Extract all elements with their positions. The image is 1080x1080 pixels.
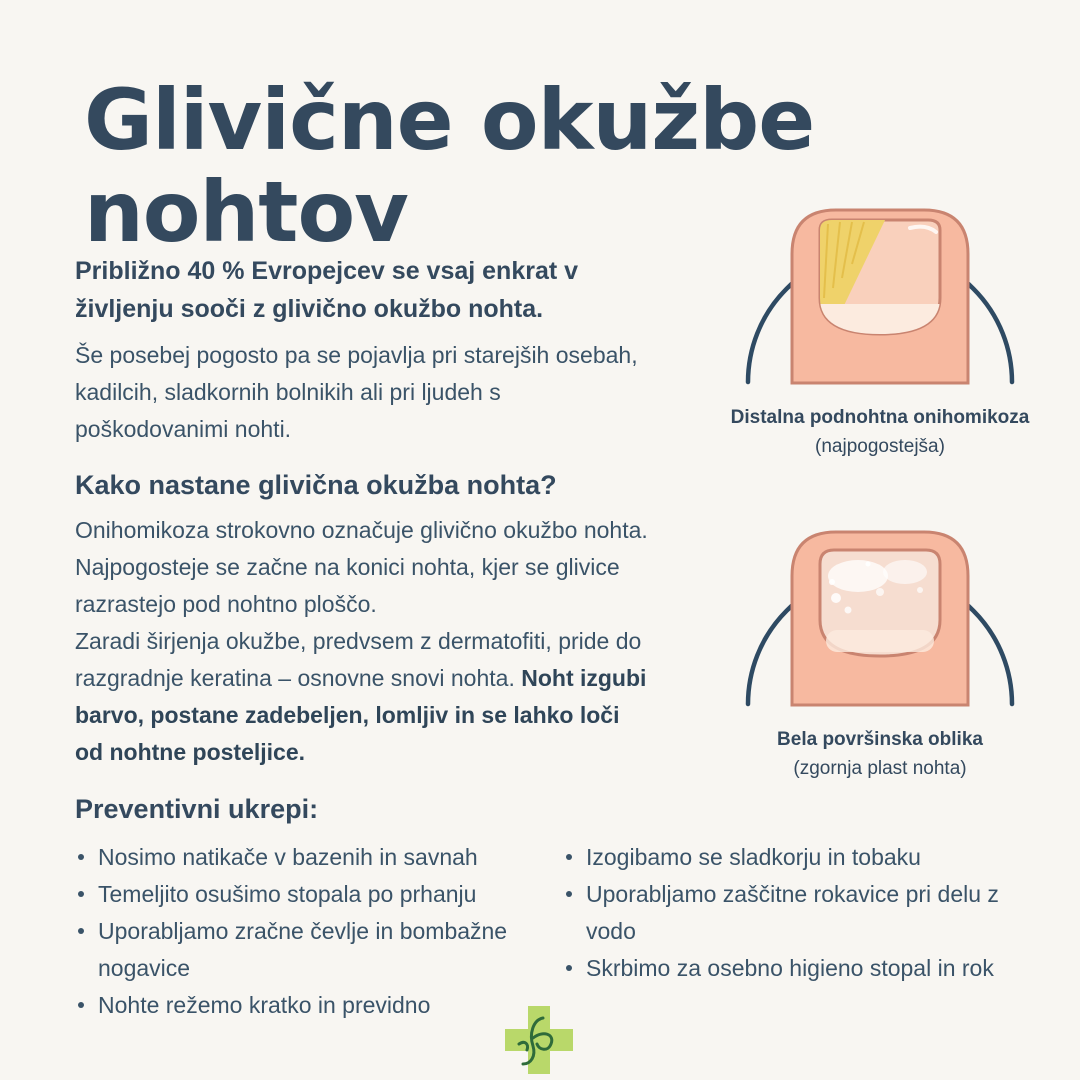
figure-1-title: Distalna podnohtna onihomikoza [730, 407, 1030, 428]
intro-line-1: Še posebej pogosto pa se pojavlja pri starejših osebah, [75, 342, 638, 368]
figure-2-title: Bela površinska oblika [777, 729, 983, 750]
explanation-bold-2: barvo, postane zadebeljen, lomljiv in se lahko loči [75, 702, 620, 728]
lead-line-2: življenju sooči z glivično okužbo nohta. [75, 295, 544, 323]
list-item: Uporabljamo zračne čevlje in bombažne nogavice [75, 913, 555, 987]
explanation-bold-3: od nohtne posteljice. [75, 739, 306, 765]
explanation-line-3: razrastejo pod nohtno ploščo. [75, 591, 377, 617]
lead-statement [75, 252, 715, 328]
figure-1-caption [700, 403, 1060, 461]
pharmacy-cross-logo [503, 1004, 575, 1076]
explanation-line-2: Najpogosteje se začne na konici nohta, kjer se glivice [75, 554, 620, 580]
lead-line-1: Približno 40 % Evropejcev se vsaj enkrat v [75, 257, 579, 285]
list-item: Skrbimo za osebno higieno stopal in rok [563, 950, 1033, 987]
page-title [84, 71, 824, 261]
nail-yellow-infection-icon [740, 158, 1020, 398]
title-line-2: nohtov [84, 163, 408, 261]
list-item: Nohte režemo kratko in previdno [75, 987, 555, 1024]
prevention-list-right [563, 839, 1033, 987]
figure-1-subtitle: (najpogostejša) [815, 436, 945, 457]
prevention-heading: Preventivni ukrepi: [75, 794, 319, 824]
prevention-list-left [75, 839, 555, 1024]
how-heading: Kako nastane glivična okužba nohta? [75, 470, 557, 500]
explanation-bold-1: Noht izgubi [521, 665, 647, 691]
figure-2-subtitle: (zgornja plast nohta) [793, 758, 967, 779]
explanation-paragraph [75, 512, 755, 771]
list-item: Izogibamo se sladkorju in tobaku [563, 839, 1033, 876]
intro-paragraph [75, 337, 765, 448]
title-line-1: Glivične okužbe [84, 71, 815, 169]
list-item: Temeljito osušimo stopala po prhanju [75, 876, 555, 913]
explanation-line-1: Onihomikoza strokovno označuje glivično okužbo nohta. [75, 517, 648, 543]
nail-white-spots-icon [740, 480, 1020, 720]
intro-line-3: poškodovanimi nohti. [75, 416, 292, 442]
explanation-line-4: Zaradi širjenja okužbe, predvsem z dermatofiti, pride do [75, 628, 642, 654]
figure-2-caption [700, 725, 1060, 783]
list-item: Uporabljamo zaščitne rokavice pri delu z vodo [563, 876, 1033, 950]
intro-line-2: kadilcih, sladkornih bolnikih ali pri ljudeh s [75, 379, 501, 405]
list-item: Nosimo natikače v bazenih in savnah [75, 839, 555, 876]
explanation-line-5: razgradnje keratina – osnovne snovi nohta. [75, 665, 522, 691]
